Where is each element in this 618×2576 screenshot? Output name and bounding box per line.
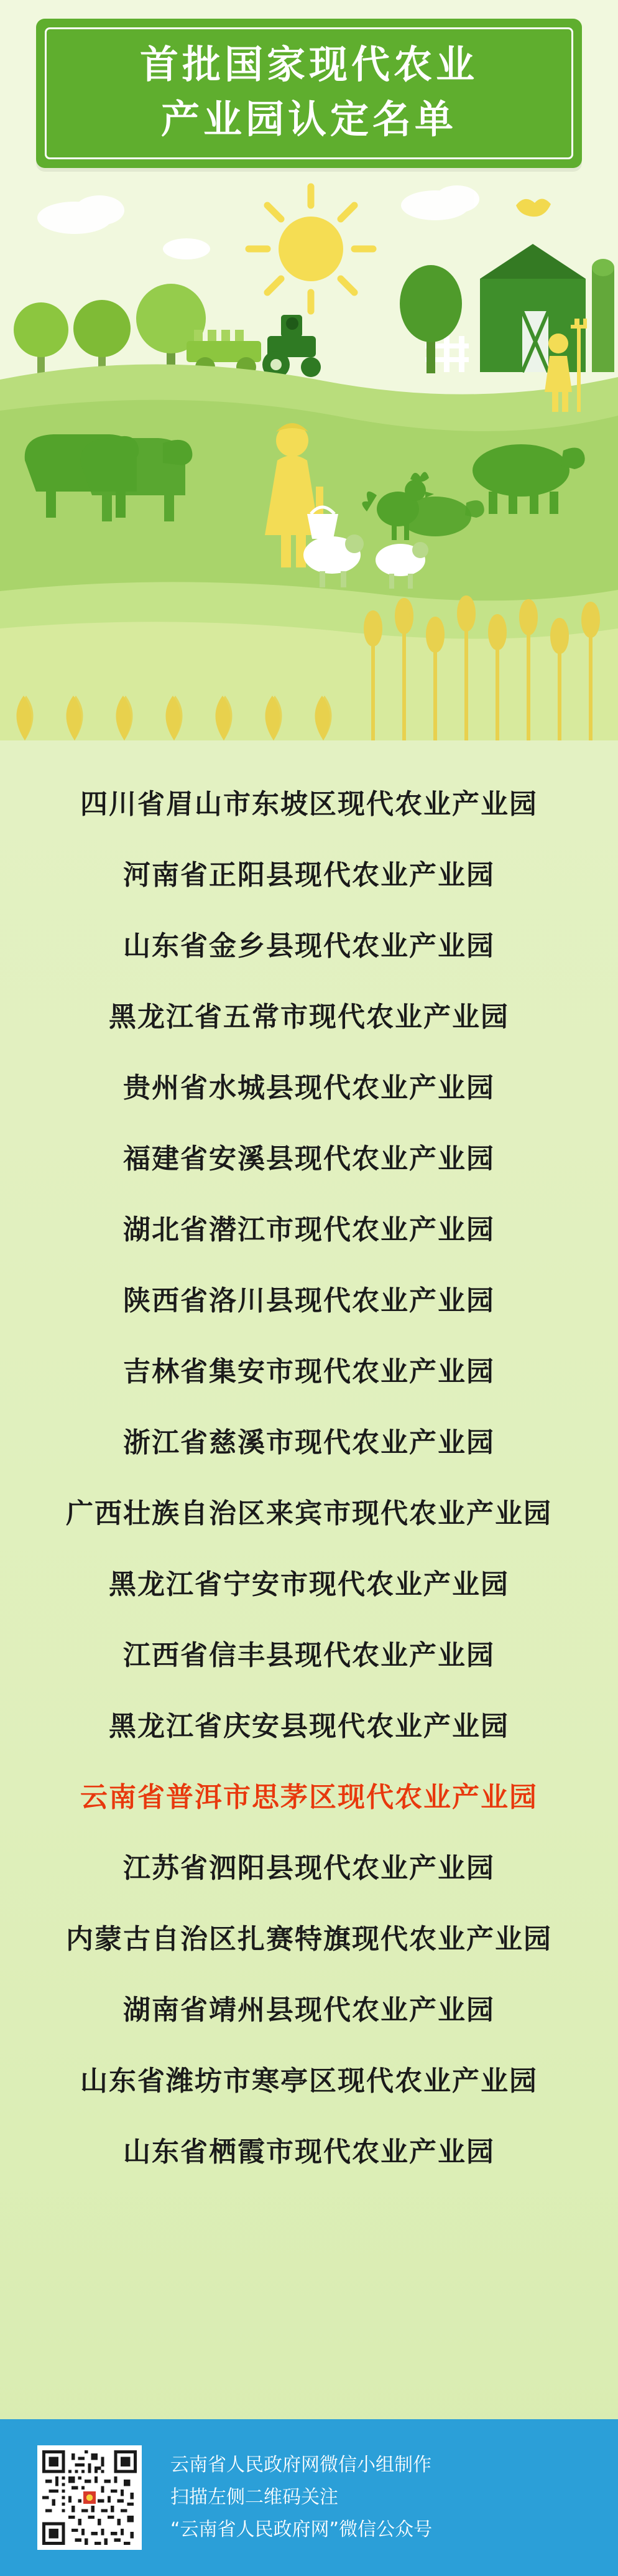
footer-text [170, 2449, 432, 2546]
footer-line-2: 扫描左侧二维码关注 [170, 2486, 338, 2508]
page-title [36, 37, 582, 147]
list-item: 江苏省泗阳县现代农业产业园 [123, 1852, 495, 1884]
list-item: 吉林省集安市现代农业产业园 [123, 1356, 495, 1388]
list-item: 内蒙古自治区扎赛特旗现代农业产业园 [66, 1923, 552, 1955]
title-card [36, 19, 582, 168]
list-item: 河南省正阳县现代农业产业园 [123, 859, 495, 891]
title-line-1: 首批国家现代农业 [139, 42, 478, 87]
list-item: 福建省安溪县现代农业产业园 [123, 1143, 495, 1175]
qr-code[interactable] [37, 2445, 142, 2550]
list-item: 湖北省潜江市现代农业产业园 [123, 1214, 495, 1246]
list-item: 山东省栖霞市现代农业产业园 [123, 2136, 495, 2168]
list-item-highlighted: 云南省普洱市思茅区现代农业产业园 [80, 1781, 538, 1813]
list-item: 黑龙江省庆安县现代农业产业园 [109, 1710, 509, 1742]
list-item: 山东省金乡县现代农业产业园 [123, 930, 495, 962]
list-item: 江西省信丰县现代农业产业园 [123, 1640, 495, 1671]
list-item: 湖南省靖州县现代农业产业园 [123, 1994, 495, 2026]
list-item: 贵州省水城县现代农业产业园 [123, 1072, 495, 1104]
cow-icon [25, 434, 193, 521]
list-item: 广西壮族自治区来宾市现代农业产业园 [66, 1498, 552, 1529]
footer-bar [0, 2419, 618, 2576]
footer-line-1: 云南省人民政府网微信小组制作 [170, 2454, 431, 2476]
list-item: 黑龙江省五常市现代农业产业园 [109, 1001, 509, 1033]
park-list [0, 740, 618, 2206]
list-item: 陕西省洛川县现代农业产业园 [123, 1285, 495, 1317]
title-line-2: 产业园认定名单 [160, 96, 457, 142]
list-item: 四川省眉山市东坡区现代农业产业园 [80, 788, 538, 820]
list-item: 黑龙江省宁安市现代农业产业园 [109, 1569, 509, 1600]
footer-line-3: “云南省人民政府网”微信公众号 [170, 2519, 433, 2541]
list-item: 浙江省慈溪市现代农业产业园 [123, 1427, 495, 1458]
sun-icon [249, 187, 373, 311]
poster-hero [0, 0, 618, 740]
list-item: 山东省潍坊市寒亭区现代农业产业园 [80, 2065, 538, 2097]
